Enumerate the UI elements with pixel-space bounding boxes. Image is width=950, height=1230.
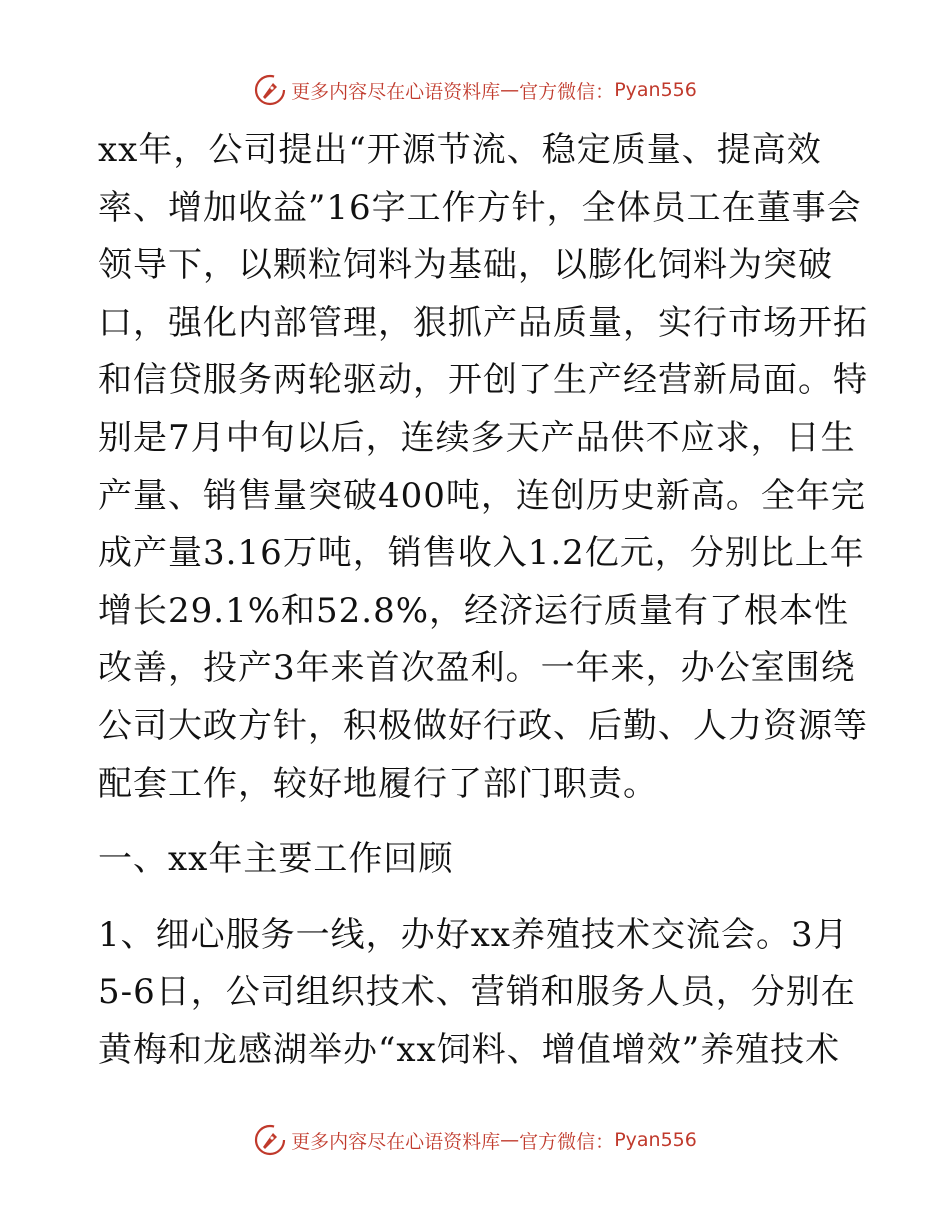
watermark-wechat-label: 官方微信： — [519, 1130, 615, 1153]
watermark-wechat-label: 官方微信： — [519, 80, 615, 103]
watermark-separator: — — [500, 79, 520, 101]
section-heading: 一、xx年主要工作回顾 — [98, 839, 454, 880]
watermark-text: 更多内容尽在心语资料库 — [291, 80, 501, 103]
pen-nib-swirl-logo-icon — [253, 73, 287, 107]
item-paragraph: 1、细心服务一线，办好xx养殖技术交流会。3月5-6日，公司组织技术、营销和服务人员，分别在黄梅和龙感湖举办“xx饲料、增值增效”养殖技术 — [98, 914, 856, 1070]
watermark-separator: — — [500, 1129, 520, 1151]
watermark-text: 更多内容尽在心语资料库 — [291, 1130, 501, 1153]
header-watermark — [0, 70, 950, 110]
watermark-wechat-id: Pyan556 — [614, 1129, 697, 1151]
pen-nib-swirl-logo-icon — [253, 1123, 287, 1157]
intro-paragraph: xx年，公司提出“开源节流、稳定质量、提高效率、增加收益”16字工作方针，全体员工在董事会领导下，以颗粒饲料为基础，以膨化饲料为突破口，强化内部管理，狠抓产品质量，实行市场开拓和信贷服务两轮驱动，开创了生产经营新局面。特别是7月中旬以后，连续多天产品供不应求，日生产量、销售量突破400吨，连创历史新高。全年完成产量3.16万吨，销售收入1.2亿元，分别比上年增长29.1%和52.8%，经济运行质量有了根本性改善，投产3年来首次盈利。一年来，办公室围绕公司大政方针，积极做好行政、后勤、人力资源等配套工作，较好地履行了部门职责。 — [98, 130, 868, 804]
footer-watermark — [0, 1120, 950, 1160]
document-body — [98, 122, 868, 1080]
watermark-wechat-id: Pyan556 — [614, 79, 697, 101]
